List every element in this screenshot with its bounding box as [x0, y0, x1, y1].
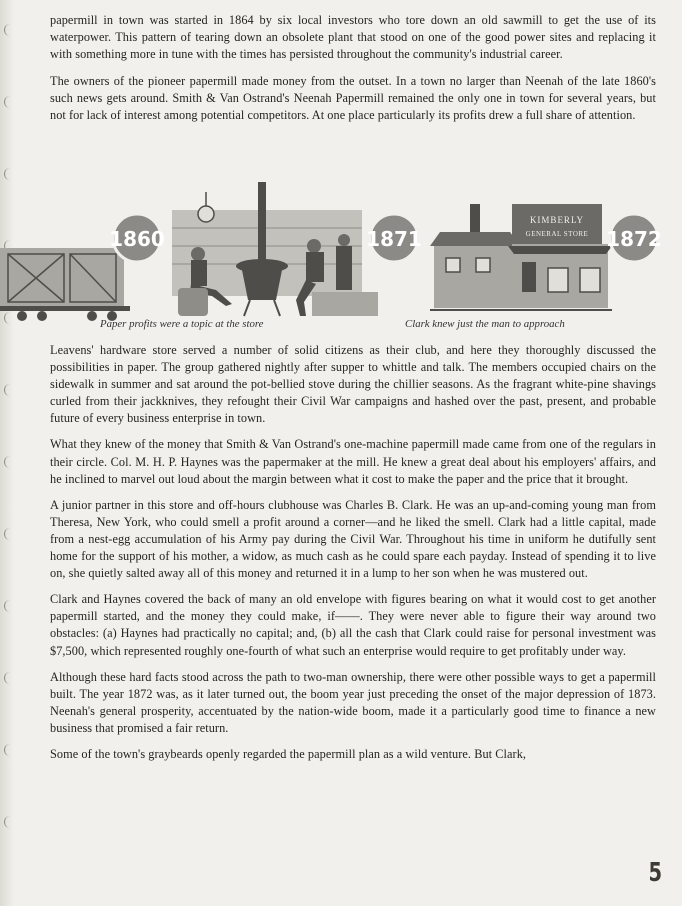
- illustration-caption: Clark knew just the man to approach: [405, 318, 565, 330]
- year-badge-1872: [606, 214, 662, 262]
- paragraph: The owners of the pioneer papermill made money from the outset. In a town no larger than Neenah of the late 1860's such news gets around. Smith & Van Ostrand's Neenah Papermill remained the only one in town for several years, but not for lack of interest among potential competitors. At one place particularly its profits drew a full share of attention.: [50, 74, 656, 123]
- store-stove-scene-drawing: [172, 182, 378, 316]
- illustration-strip: [0, 180, 682, 340]
- store-sign-line: GENERAL STORE: [525, 230, 589, 238]
- paragraph: Although these hard facts stood across the path to two-man ownership, there were other possible ways to get a papermill built. The year 1872 was, as it later turned out, the boom year just preceding the onset of the major depression of 1873. Neenah's general prosperity, accentuated by the nation-wide boom, made it a particularly good time to finance a new business that promised a fair return.: [50, 669, 656, 735]
- paragraph: Leavens' hardware store served a number of solid citizens as their club, and here they thoroughly discussed the possibilities in paper. The group gathered nightly after supper to whittle and talk. The members occupied chairs on the sidewalk in summer and sat around the pot-bellied stove during the chillier seasons. As the fragrant white-pine shavings curled from their jackknives, they refought their Civil War campaigns and hashed over the past, present, and probable future of every business enterprise in town.: [50, 343, 656, 426]
- top-text-block: [50, 12, 656, 125]
- binding-hole: [4, 24, 11, 36]
- binding-hole: [4, 528, 11, 540]
- paragraph: A junior partner in this store and off-hours clubhouse was Charles B. Clark. He was an up-and-coming young man from Theresa, New York, who could smell a profit around a corner—and he liked the smell. Clark had a little capital, made from a nest-egg accumulation of his Army pay during the Civil War. Throughout his time in uniform he dutifully sent home for the support of his mother, a widow, as much cash as he could spare each payday. Instead of spending it to live on, she quietly salted away all of this money and returned it in a lump to her son when he was mustered out.: [50, 497, 656, 581]
- binding-hole: [4, 384, 11, 396]
- paragraph: Some of the town's graybeards openly regarded the papermill plan as a wild venture. But Clark,: [50, 746, 527, 761]
- binding-hole: [4, 96, 11, 108]
- year-badge-1871: [366, 214, 422, 262]
- badge-text: 1872: [606, 227, 662, 251]
- binding-hole: [4, 672, 11, 684]
- binding-hole: [4, 600, 11, 612]
- bottom-text-block: [50, 342, 656, 772]
- badge-text: 1871: [366, 227, 422, 251]
- spiral-binding: [0, 0, 14, 906]
- paragraph: Clark and Haynes covered the back of many an old envelope with figures bearing on what it would cost to get another papermill started, and the money they could make, if——. They were never able to figure their way around two obstacles: (a) Haynes had practically no capital; and, (b) all the cash that Clark could raise for personal investment was $7,500, which represented roughly one-fourth of what such an enterprise would require to get profitably under way.: [50, 592, 656, 658]
- binding-hole: [4, 456, 11, 468]
- illustration-caption: Paper profits were a topic at the store: [100, 318, 264, 330]
- freight-car-drawing: [0, 248, 130, 321]
- binding-hole: [4, 168, 11, 180]
- binding-hole: [4, 744, 11, 756]
- general-store-drawing: [430, 204, 612, 310]
- paragraph: What they knew of the money that Smith & Van Ostrand's one-machine papermill made came from one of the regulars in their circle. Col. M. H. P. Haynes was the papermaker at the mill. He knew a great deal about his employers' affairs, and he inclined to marvel out loud about the margin between what it cost to make the paper and the price that it brought.: [50, 437, 656, 486]
- page-number: 5: [648, 858, 662, 888]
- binding-hole: [4, 816, 11, 828]
- badge-text: 1860: [109, 227, 165, 251]
- store-sign-line: KIMBERLY: [529, 215, 585, 225]
- paragraph: papermill in town was started in 1864 by six local investors who tore down an old sawmill to get the use of its waterpower. This pattern of tearing down an obsolete plant that stood on one of the good power sites and replacing it with something more in tune with the times has persisted throughout the community's industrial career.: [50, 13, 656, 62]
